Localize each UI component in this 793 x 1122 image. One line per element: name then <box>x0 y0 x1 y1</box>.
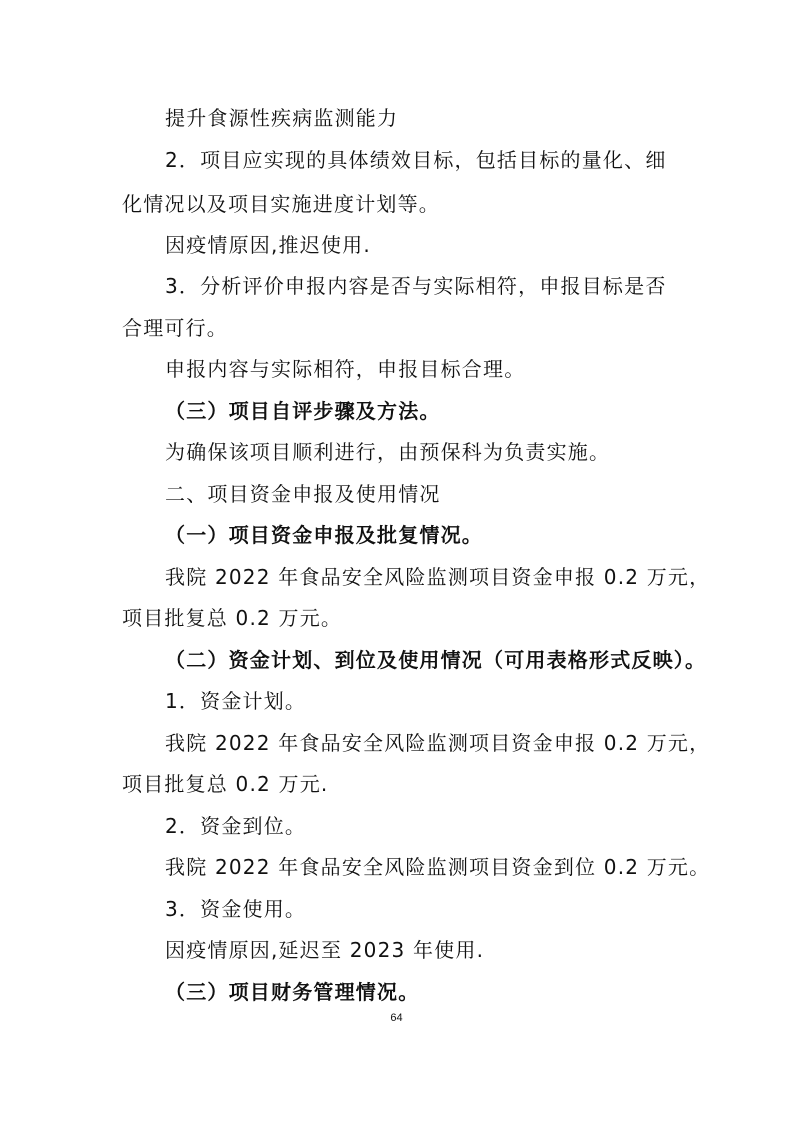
paragraph-line: 我院 2022 年食品安全风险监测项目资金申报 0.2 万元， <box>165 731 711 755</box>
section-heading: （二）资金计划、到位及使用情况（可用表格形式反映）。 <box>165 648 707 672</box>
paragraph-line: 因疫情原因,延迟至 2023 年使用. <box>165 938 485 962</box>
paragraph-line: 2．项目应实现的具体绩效目标，包括目标的量化、细 <box>165 148 667 172</box>
paragraph-line: 1．资金计划。 <box>165 689 307 713</box>
section-heading: （一）项目资金申报及批复情况。 <box>165 523 483 547</box>
paragraph-line: 2．资金到位。 <box>165 814 307 838</box>
paragraph-line: 项目批复总 0.2 万元。 <box>122 606 343 630</box>
paragraph-line: 3．分析评价申报内容是否与实际相符，申报目标是否 <box>165 274 667 298</box>
page-number: 64 <box>390 1012 403 1024</box>
paragraph-line: 申报内容与实际相符，申报目标合理。 <box>165 357 526 381</box>
paragraph-line: 化情况以及项目实施进度计划等。 <box>122 192 440 216</box>
paragraph-line: 我院 2022 年食品安全风险监测项目资金到位 0.2 万元。 <box>165 855 711 879</box>
paragraph-line: 项目批复总 0.2 万元. <box>122 772 329 796</box>
section-heading: 二、项目资金申报及使用情况 <box>165 482 441 506</box>
paragraph-line: 提升食源性疾病监测能力 <box>165 106 399 130</box>
section-heading: （三）项目财务管理情况。 <box>165 980 420 1004</box>
paragraph-line: 3．资金使用。 <box>165 897 307 921</box>
paragraph-line: 我院 2022 年食品安全风险监测项目资金申报 0.2 万元， <box>165 565 711 589</box>
paragraph-line: 因疫情原因,推迟使用. <box>165 233 371 257</box>
paragraph-line: 为确保该项目顺利进行，由预保科为负责实施。 <box>165 440 611 464</box>
paragraph-line: 合理可行。 <box>122 316 228 340</box>
section-heading: （三）项目自评步骤及方法。 <box>165 399 441 423</box>
